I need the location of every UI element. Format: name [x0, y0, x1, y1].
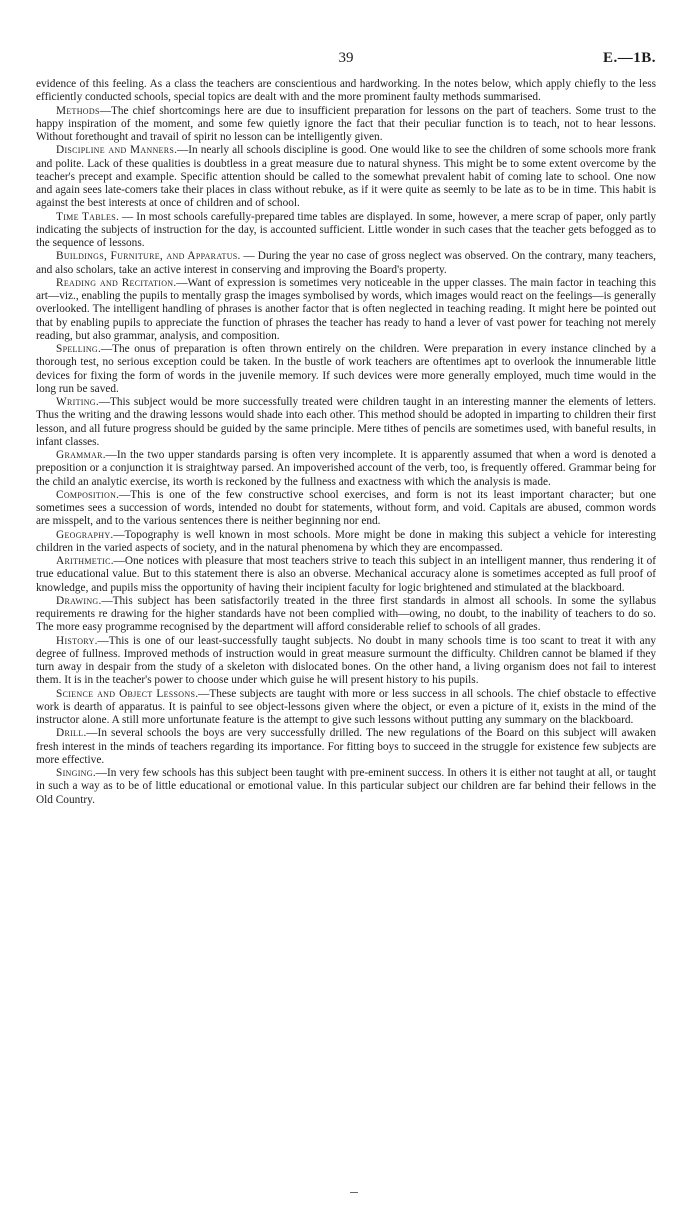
paragraph-geography [36, 529, 656, 556]
paragraph-drill [36, 727, 656, 767]
paragraph-singing [36, 767, 656, 807]
paragraph-text: . — During the year no case of gross neglect was observed. On the contrary, many teachers, and also scholars, take an active interest in conserving and improving the Board's property. [36, 250, 656, 276]
paragraph-drawing [36, 595, 656, 635]
section-heading: History [56, 634, 95, 647]
section-heading: Singing [56, 767, 93, 779]
paragraph-text: .—Want of expression is sometimes very noticeable in the upper classes. The main factor in teaching this art—viz., enabling the pupils to mentally grasp the images symbolised by words, which images would react on the feelings—is generally overlooked. The intelligent handling of phrases is another factor that is often neglected in teaching reading. It might here be pointed out that by enabling pupils to appreciate the function of phrases the teacher has ready to hand a lever of vast power for teaching not merely reading, but also grammar, analysis, and composition. [36, 276, 656, 342]
section-heading: Drill [56, 727, 84, 740]
paragraph-arithmetic [36, 555, 656, 595]
section-heading: Buildings, Furniture, and Apparatus [56, 250, 238, 263]
paragraph-text: .—These subjects are taught with more or less success in all schools. The chief obstacle to effective work is dearth of apparatus. It is painful to see object-lessons given where the object, or even a picture of it, exists in the mind of the instructor alone. A still more unfortunate feature is the attempt to give such lessons without putting any summary on the blackboard. [36, 687, 656, 726]
section-heading: Discipline and Manners [56, 144, 175, 157]
paragraph-methods [36, 105, 656, 145]
section-heading: Geography [56, 528, 111, 541]
paragraph-text: .—The onus of preparation is often thrown entirely on the children. Were preparation in every instance clinched by a thorough test, no serious exception could be taken. In the bustle of work teachers are oftentimes apt to overlook the innumerable little devices for fixing the form of words in the juvenile memory. If such devices were more generally employed, much time would in the long run be saved. [36, 343, 656, 395]
section-heading: Time Tables [56, 210, 116, 223]
paragraph-intro [36, 78, 656, 105]
section-heading: Methods [56, 104, 100, 117]
paragraph-text: .—This is one of the few constructive school exercises, and form is not its least important character; but one sometimes sees a succession of words, intended no doubt for statements, without form, and void. Capitals are abused, common words are misspelt, and to the various sentences there is neither beginning nor end. [36, 488, 656, 528]
paragraph-history [36, 635, 656, 688]
paragraph-text: .—In very few schools has this subject been taught with pre-eminent success. In others it is either not taught at all, or taught in such a way as to be of little educational or emotional value. In this particular subject our children are far behind their fellows in the Old Country. [36, 767, 656, 806]
section-heading: Arithmetic [56, 555, 111, 567]
paragraph-writing [36, 396, 656, 449]
paragraph-composition [36, 489, 656, 529]
paragraph-reading [36, 277, 656, 343]
paragraph-spelling [36, 343, 656, 396]
paragraph-text: .—This subject has been satisfactorily treated in the three first standards in almost all schools. In some the syllabus requirements re drawing for the higher standards have not been complied with—owing, no doubt, to the inability of teachers to do so. The more easy programme recognised by the department will afford considerable relief to schools of all grades. [36, 594, 656, 634]
paragraph-discipline [36, 144, 656, 210]
paragraph-science [36, 688, 656, 728]
page-header [36, 50, 656, 70]
section-heading: Grammar [56, 449, 103, 461]
section-heading: Reading and Recitation [56, 276, 174, 289]
paragraph-text: evidence of this feeling. As a class the teachers are conscientious and hardworking. In the notes below, which apply chiefly to the less efficiently conducted schools, special topics are dealt with and the more prominent faulty methods summarised. [36, 78, 656, 104]
paragraph-text: .—One notices with pleasure that most teachers strive to teach this subject in an intelligent manner, thus rendering it of true educational value. But to this statement there is also an obverse. Mechanical accuracy alone is sometimes accepted as full proof of knowledge, and pupils miss the opportunity of having their incipient faculty for logic brightened and stimulated at the blackboard. [36, 555, 656, 594]
paragraph-text: .—Topography is well known in most schools. More might be done in making this subject a vehicle for interesting children in the varied aspects of society, and in the natural phenomena by which they are encompassed. [36, 528, 656, 554]
paragraph-text: .—In several schools the boys are very successfully drilled. The new regulations of the Board on this subject will awaken fresh interest in the minds of teachers regarding its importance. For fitting boys to succeed in the struggle for existence few subjects are more effective. [36, 727, 656, 766]
section-heading: Spelling [56, 343, 99, 355]
printer-mark [350, 1192, 358, 1193]
page-number: 39 [338, 50, 354, 66]
section-heading: Science and Object Lessons [56, 687, 196, 700]
document-reference: E.—1B. [602, 50, 656, 66]
paragraph-text: . — In most schools carefully-prepared time tables are displayed. In some, however, a mere scrap of paper, only partly indicating the subjects of instruction for the day, is accounted sufficient. Little wonder in such cases that the teacher gets befogged as to the sequence of lessons. [36, 210, 656, 249]
section-heading: Writing [56, 396, 96, 408]
paragraph-text: .—This is one of our least-successfully taught subjects. No doubt in many schools time is too scant to treat it with any degree of fullness. Improved methods of instruction would in great measure surmount the difficulty. Children cannot be blamed if they turn away in despair from the study of a skeleton with dislocated bones. On the other hand, a living organism does not fail to interest them. It is in the teacher's power to choose under which guise he will present history to his pupils. [36, 634, 656, 687]
report-body [36, 78, 656, 807]
paragraph-text: —The chief shortcomings here are due to insufficient preparation for lessons on the part of teachers. Some trust to the happy inspiration of the moment, and some few quietly ignore the fact that their peculiar function is to teach, not to hear lessons. Without forethought and travail of spirit no lesson can be intelligently given. [36, 104, 656, 143]
paragraph-text: .—In nearly all schools discipline is good. One would like to see the children of some schools more frank and polite. Lack of these qualities is doubtless in a great measure due to natural shyness. This might be to some extent overcome by the teacher's precept and example. Specific attention should be called to the somewhat prevalent habit of coming late to school. One now and again sees late-comers take their places in class without rebuke, as if it were quite as seemly to be late as to be in time. This habit is against the best interests at once of children and of school. [36, 144, 656, 210]
section-heading: Drawing [56, 594, 99, 607]
paragraph-text: .—In the two upper standards parsing is often very incomplete. It is apparently assumed that when a word is denoted a preposition or a conjunction it is straightway parsed. An impoverished account of the verb, too, is frequently offered. Grammar being for the child an analytic exercise, its worth is reckoned by the fullness and exactness with which the analysis is made. [36, 449, 656, 488]
paragraph-buildings [36, 250, 656, 277]
paragraph-text: .—This subject would be more successfully treated were children taught in an interesting manner the elements of letters. Thus the writing and the drawing lessons would shade into each other. This method should be adopted in imparting to children their first lesson, and all future progress should be guided by the same principle. Mere tithes of pencils are sometimes used, with baneful results, in infant classes. [36, 396, 656, 448]
paragraph-time-tables [36, 211, 656, 251]
section-heading: Composition [56, 488, 117, 501]
paragraph-grammar [36, 449, 656, 489]
